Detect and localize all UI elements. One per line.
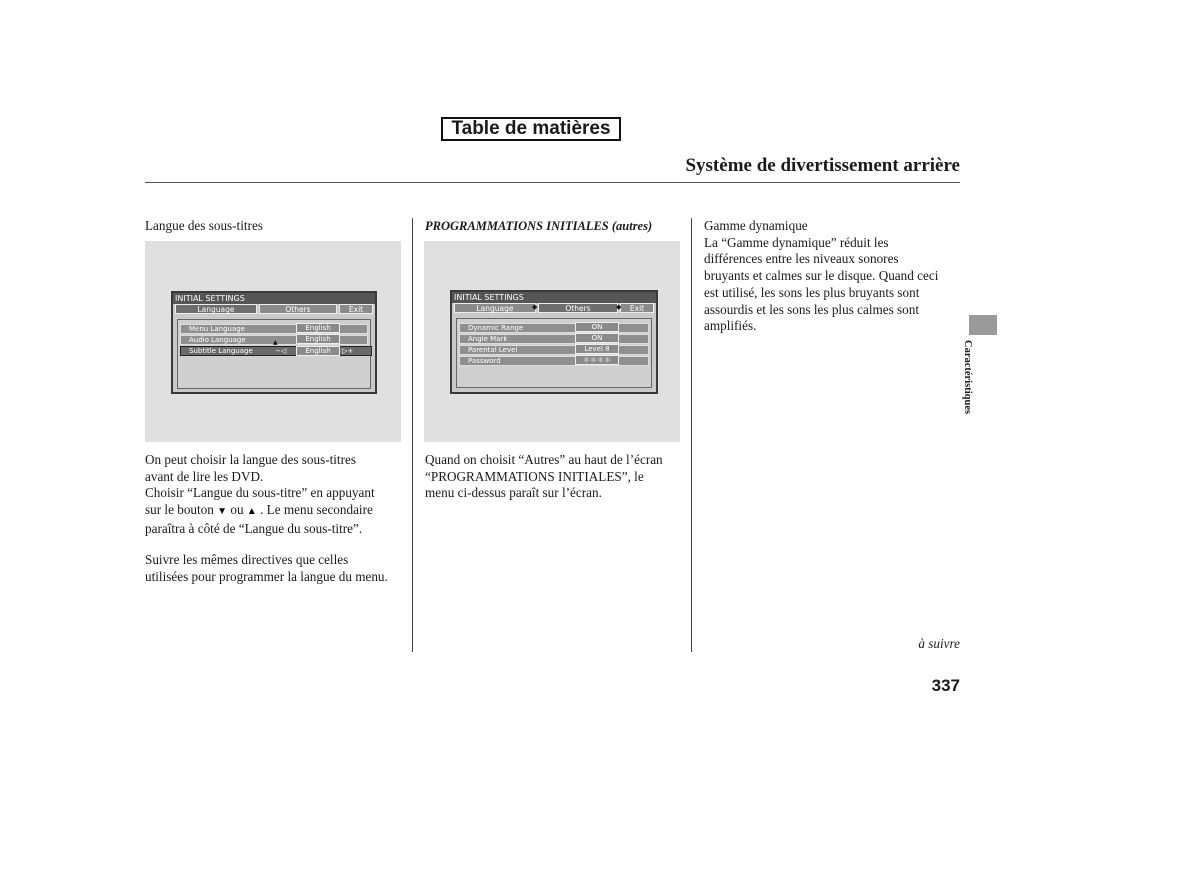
page-number: 337 bbox=[931, 676, 960, 695]
chapter-tab-marker bbox=[969, 315, 997, 335]
minus-left-arrow-icon[interactable]: −◁ bbox=[275, 347, 287, 355]
initial-settings-screen bbox=[450, 290, 658, 394]
settings-list bbox=[177, 319, 371, 389]
row-value: Level 8 bbox=[575, 344, 619, 354]
row-value: English bbox=[296, 323, 340, 333]
text-line: assourdis et les sons les plus calmes sont bbox=[704, 301, 920, 317]
row-label: Dynamic Range bbox=[468, 324, 524, 332]
col1-paragraph-1 bbox=[145, 452, 407, 538]
text-line: est utilisé, les sons les plus bruyants sont bbox=[704, 284, 920, 300]
text-line: Choisir “Langue du sous-titre” en appuyant bbox=[145, 485, 375, 501]
column-divider-1 bbox=[412, 218, 413, 652]
row-label: Audio Language bbox=[189, 336, 246, 344]
text-line: amplifiés. bbox=[704, 318, 757, 334]
text-line: bruyants et calmes sur le disque. Quand ceci bbox=[704, 268, 939, 284]
tab-language[interactable]: Language bbox=[175, 304, 257, 314]
row-value: English bbox=[296, 334, 340, 344]
row-value: English bbox=[296, 346, 340, 356]
settings-row[interactable] bbox=[459, 323, 649, 333]
text-line: On peut choisir la langue des sous-titres bbox=[145, 452, 356, 467]
tab-language[interactable]: Language bbox=[454, 303, 536, 313]
table-of-contents-button[interactable]: Table de matières bbox=[441, 117, 621, 141]
screen-title: INITIAL SETTINGS bbox=[452, 292, 656, 303]
tab-exit[interactable]: Exit bbox=[620, 303, 654, 313]
left-marker-icon: ◆ bbox=[532, 303, 538, 311]
text-line: paraîtra à côté de “Langue du sous-titre”. bbox=[145, 520, 363, 536]
col2-paragraph bbox=[425, 452, 687, 502]
others-settings-figure bbox=[424, 241, 680, 442]
col3-text bbox=[704, 218, 959, 335]
up-arrow-icon: ▲ bbox=[246, 506, 257, 518]
text-line: La “Gamme dynamique” réduit les bbox=[704, 234, 889, 250]
text-line: “PROGRAMMATIONS INITIALES”, le bbox=[425, 468, 644, 484]
right-arrow-plus-icon[interactable]: ▷+ bbox=[342, 347, 354, 355]
text-line: avant de lire les DVD. bbox=[145, 468, 264, 484]
row-value: ON bbox=[575, 322, 619, 332]
settings-row[interactable] bbox=[459, 345, 649, 355]
tab-exit[interactable]: Exit bbox=[339, 304, 373, 314]
col1-heading: Langue des sous-titres bbox=[145, 218, 263, 233]
text-fragment: sur le bouton bbox=[145, 502, 214, 518]
row-label: Angle Mark bbox=[468, 335, 508, 343]
text-line: Suivre les mêmes directives que celles bbox=[145, 552, 349, 567]
chapter-label-text: Caractéristiques bbox=[962, 340, 973, 415]
text-line: utilisées pour programmer la langue du menu. bbox=[145, 568, 388, 584]
tab-others[interactable]: Others bbox=[538, 303, 618, 313]
text-line: Quand on choisit “Autres” au haut de l’écran bbox=[425, 452, 663, 467]
row-value: ON bbox=[575, 333, 619, 343]
chapter-tab-label bbox=[962, 340, 990, 430]
down-arrow-icon: ▼ bbox=[217, 506, 228, 518]
settings-list bbox=[456, 318, 652, 388]
initial-settings-screen bbox=[171, 291, 377, 394]
settings-row[interactable] bbox=[459, 356, 649, 366]
text-line: différences entre les niveaux sonores bbox=[704, 251, 899, 267]
up-marker-icon: ▲ bbox=[273, 339, 278, 346]
continued-label: à suivre bbox=[918, 636, 960, 651]
row-label: Subtitle Language bbox=[189, 347, 253, 355]
text-line bbox=[145, 502, 407, 521]
tab-others[interactable]: Others bbox=[259, 304, 337, 314]
row-label: Menu Language bbox=[189, 325, 245, 333]
screen-title: INITIAL SETTINGS bbox=[173, 293, 375, 304]
col2-heading: PROGRAMMATIONS INITIALES (autres) bbox=[425, 219, 653, 233]
row-value: ＊＊＊＊ bbox=[575, 355, 619, 365]
right-marker-icon: ◆ bbox=[616, 303, 622, 311]
subtitle-language-figure bbox=[145, 241, 401, 442]
col1-paragraph-2 bbox=[145, 552, 409, 585]
col3-heading: Gamme dynamique bbox=[704, 218, 808, 233]
row-label: Parental Level bbox=[468, 346, 518, 354]
header-divider bbox=[145, 182, 960, 183]
settings-row[interactable] bbox=[459, 334, 649, 344]
text-fragment: ou bbox=[230, 502, 244, 518]
row-label: Password bbox=[468, 357, 501, 365]
column-divider-2 bbox=[691, 218, 692, 652]
section-title: Système de divertissement arrière bbox=[685, 155, 960, 176]
text-line: menu ci-dessus paraît sur l’écran. bbox=[425, 485, 602, 501]
text-fragment: . Le menu secondaire bbox=[260, 502, 373, 518]
